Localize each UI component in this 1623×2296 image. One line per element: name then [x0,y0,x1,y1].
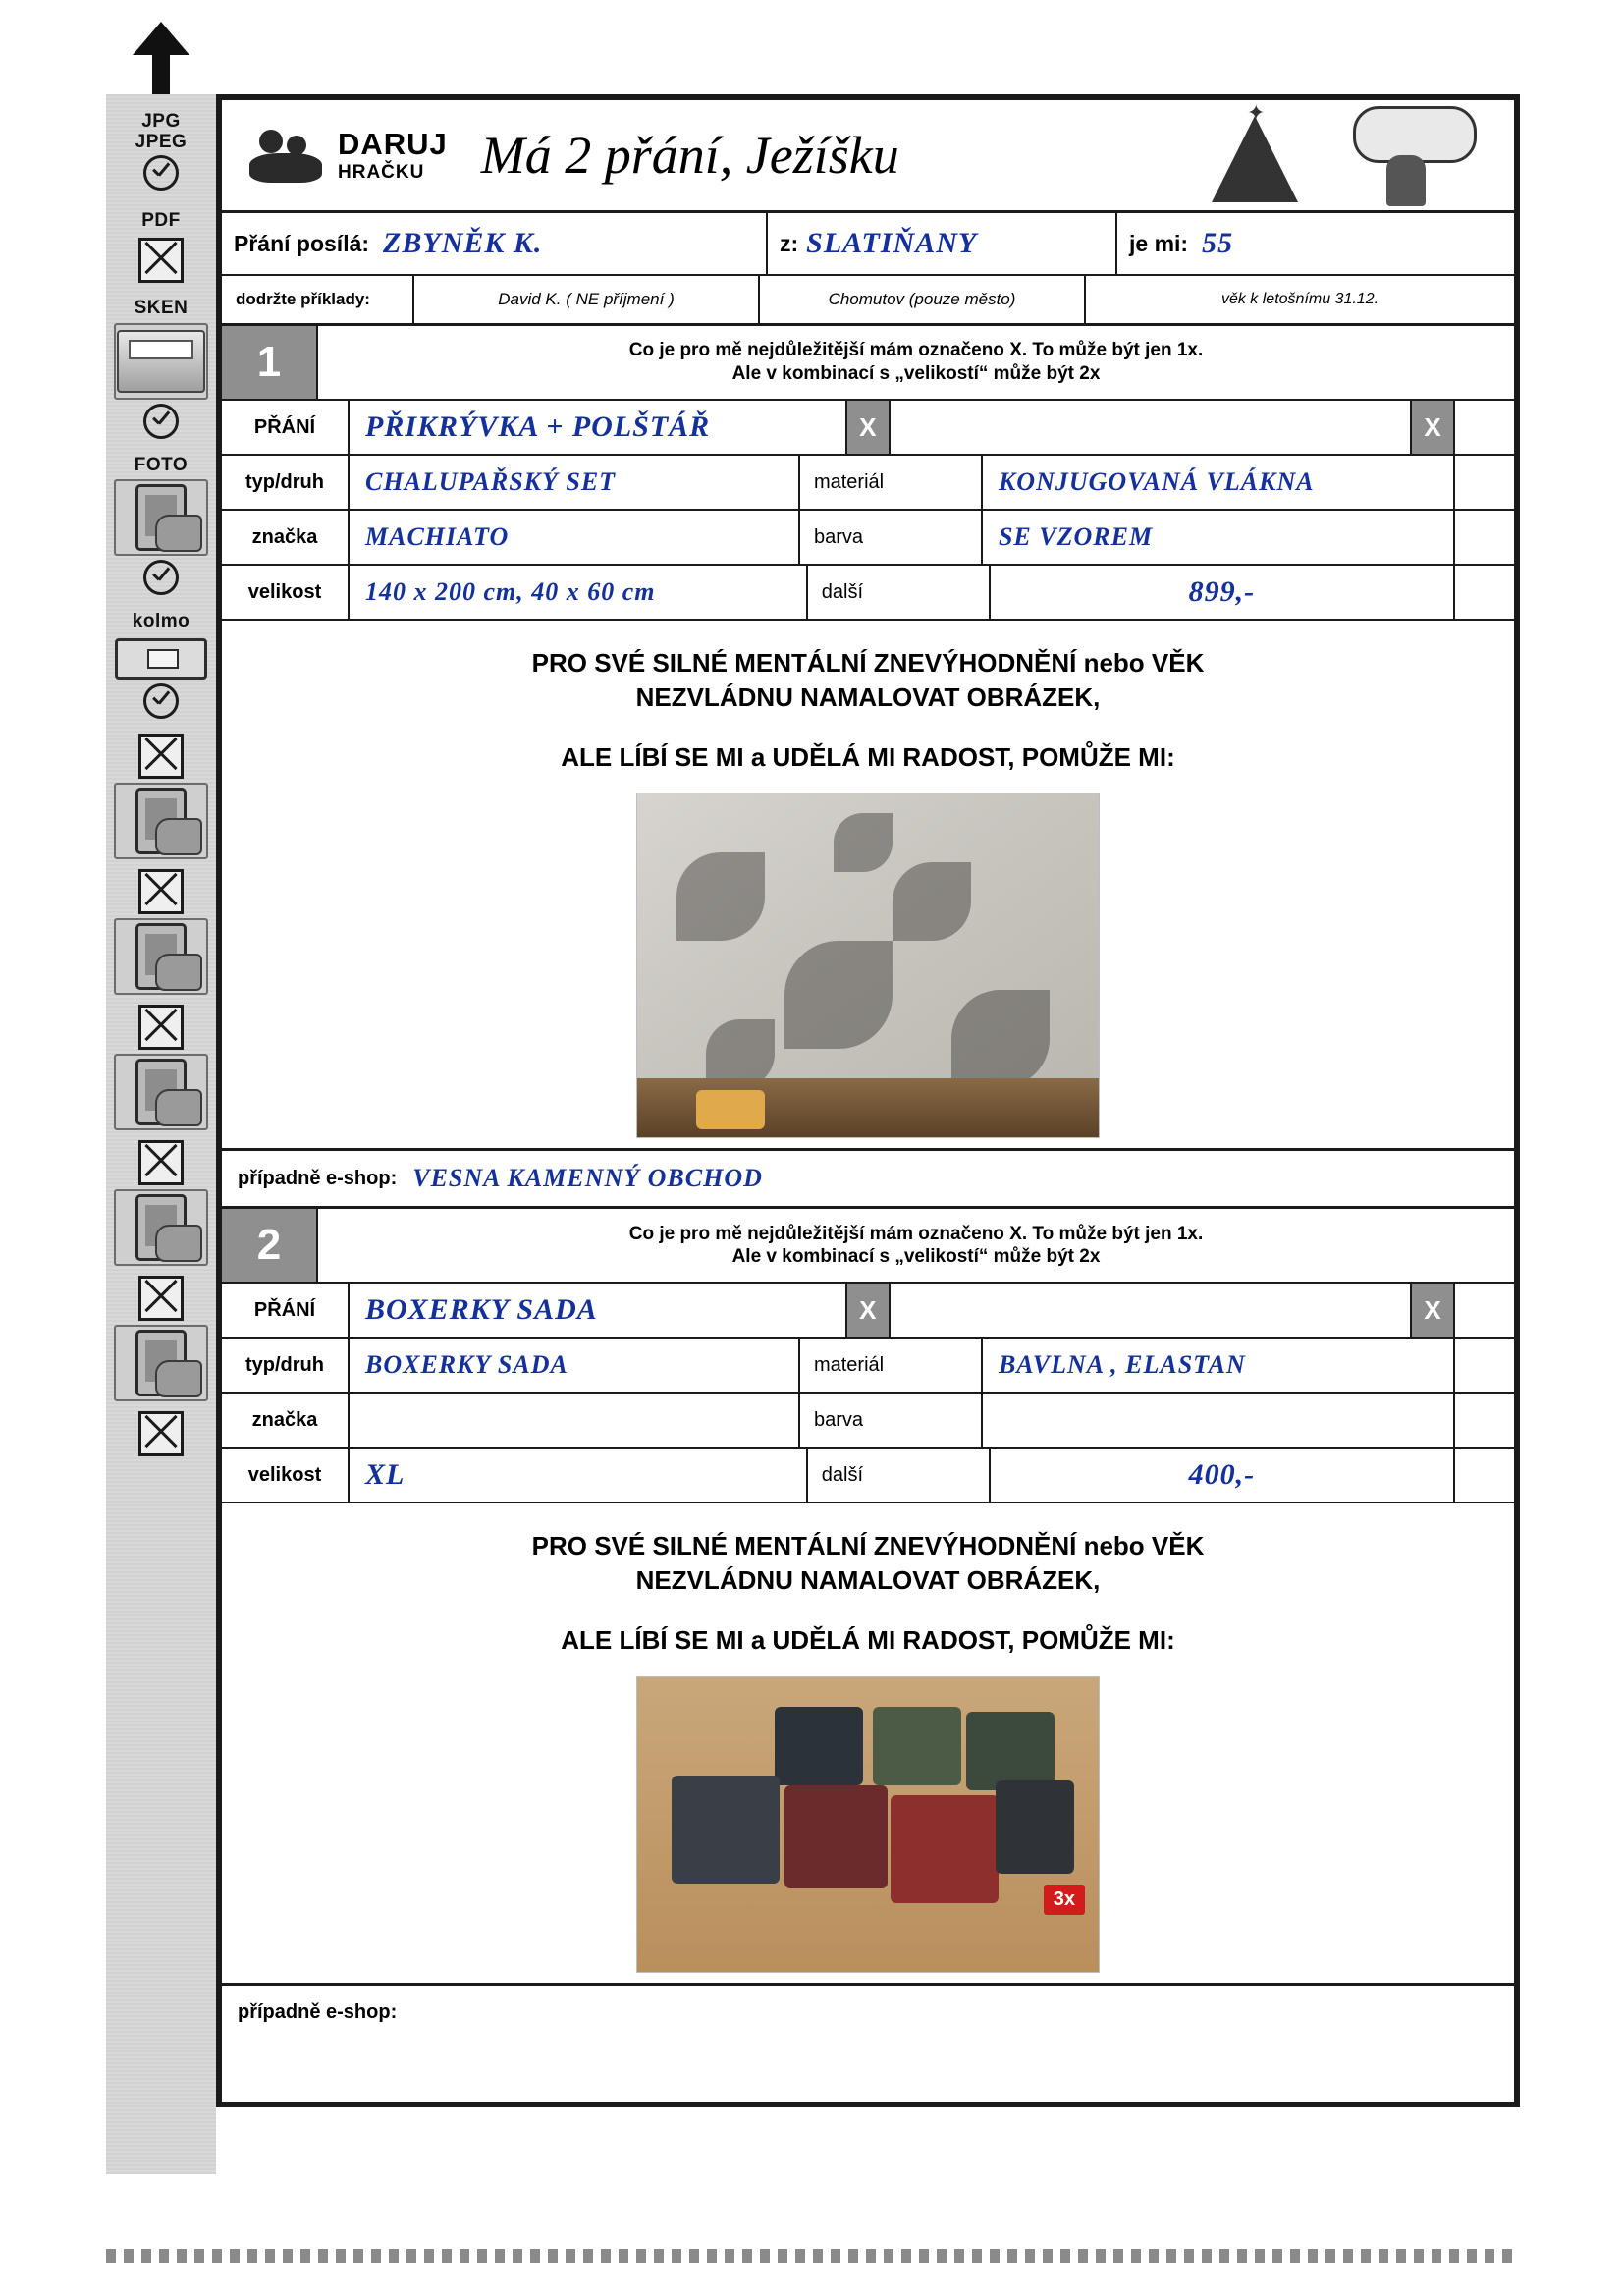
example-age: věk k letošnímu 31.12. [1220,291,1380,307]
strip-item-jpg [135,112,188,195]
gift-illustration-icon [243,124,328,187]
color-label: barva [800,1394,983,1447]
page-title: Má 2 přání, Ježíšku [480,126,899,185]
other-value[interactable] [991,566,1455,619]
wish-right-empty[interactable] [891,1284,1412,1337]
x-mark-icon [138,1140,184,1185]
section-2-eshop-row[interactable] [222,1983,1514,2041]
section-1-brand-row [222,511,1514,566]
phone-photo-icon [114,918,208,995]
strip-item-foto [114,456,208,601]
sender-name-label: Přání posílá: [234,230,370,256]
section-1-eshop-row[interactable] [222,1148,1514,1209]
type-value[interactable] [350,456,800,509]
sender-age-cell[interactable] [1117,213,1514,274]
x-mark-icon [138,238,184,283]
wish-right-empty[interactable] [891,401,1412,454]
size-label: velikost [222,1449,350,1502]
section-1-note-line1: Co je pro mě nejdůležitější mám označeno X. To může být jen 1x. [628,340,1204,361]
level-icon [115,638,207,680]
row-end-spacer [1455,511,1514,564]
type-value-text: BOXERKY SADA [365,1350,568,1380]
x-mark-icon [138,734,184,779]
brand-value-text: MACHIATO [365,522,510,551]
wish-x-mark[interactable]: X [847,1284,891,1337]
strip-item-kolmo [115,612,207,724]
wish-value-text: PŘIKRÝVKA + POLŠTÁŘ [365,410,711,443]
sender-age-label: je mi: [1129,230,1189,256]
brand-value[interactable] [350,1394,800,1447]
section-1-number: 1 [222,326,318,399]
section-1-promo [222,621,1514,1148]
section-1-size-row [222,566,1514,621]
type-label: typ/druh [222,1339,350,1392]
strip-item-sken [114,299,208,444]
up-arrow-icon [133,22,189,94]
brand-label: značka [222,511,350,564]
examples-label: dodržte příklady: [222,276,414,323]
size-label: velikost [222,566,350,619]
instruction-strip [106,94,216,2174]
strip-label-jpg: JPG [141,111,181,132]
wish-value[interactable] [350,401,847,454]
examples-row [222,276,1514,326]
sender-city-value: SLATIŇANY [806,227,978,259]
wish-label: PŘÁNÍ [222,1284,350,1337]
promo-line-3: ALE LÍBÍ SE MI a UDĚLÁ MI RADOST, POMŮŽE MI: [561,1625,1175,1656]
strip-label-pdf: PDF [141,209,181,231]
sender-name-value: ZBYNĚK K. [383,227,543,259]
phone-photo-icon [114,783,208,859]
phone-photo-icon [114,479,208,556]
material-label: materiál [800,1339,983,1392]
material-value[interactable] [983,456,1455,509]
example-name: David K. ( NE příjmení ) [414,276,760,323]
photo-badge: 3x [1044,1885,1085,1915]
section-2-note [318,1209,1514,1282]
other-label: další [808,566,991,619]
phone-photo-icon [114,1054,208,1130]
size-value-text: 140 x 200 cm, 40 x 60 cm [365,577,656,606]
sender-age-value: 55 [1202,227,1234,259]
size-value[interactable] [350,1449,808,1502]
check-icon [143,683,179,719]
color-value[interactable] [983,511,1455,564]
section-2-product-photo [636,1676,1100,1973]
wish-right-x-mark[interactable]: X [1412,401,1455,454]
form-header [222,100,1514,213]
phone-photo-icon [114,1189,208,1266]
sender-name-cell[interactable] [222,213,768,274]
phone-photo-icon [114,1325,208,1401]
color-value-text: SE VZOREM [998,522,1154,551]
section-2-note-line1: Co je pro mě nejdůležitější mám označeno X. To může být jen 1x. [628,1223,1204,1244]
wish-right-x-mark[interactable]: X [1412,1284,1455,1337]
sender-city-cell[interactable] [768,213,1117,274]
type-value[interactable] [350,1339,800,1392]
size-value-text: XL [365,1458,406,1492]
daruj-hracku-logo [222,124,448,187]
eshop-label: případně e-shop: [238,1167,398,1189]
row-end-spacer [1455,566,1514,619]
strip-label-sken: SKEN [134,297,189,318]
x-mark-icon [138,1005,184,1050]
wish-label: PŘÁNÍ [222,401,350,454]
other-value-text: 400,- [1188,1458,1256,1492]
section-2-brand-row [222,1394,1514,1449]
strip-label-foto: FOTO [134,454,189,475]
row-end-spacer [1455,1284,1514,1337]
x-mark-icon [138,1276,184,1321]
promo-line-2: NEZVLÁDNU NAMALOVAT OBRÁZEK, [635,1565,1101,1596]
type-label: typ/druh [222,456,350,509]
brand-label: značka [222,1394,350,1447]
section-1-note-line2: Ale v kombinací s „velikostí“ může být 2x [731,363,1101,384]
color-value[interactable] [983,1394,1455,1447]
x-mark-icon [138,869,184,914]
material-value-text: KONJUGOVANÁ VLÁKNA [998,467,1315,496]
strip-label-kolmo: kolmo [132,611,190,632]
section-2-number: 2 [222,1209,318,1282]
wish-value[interactable] [350,1284,847,1337]
check-icon [143,155,179,191]
check-icon [143,560,179,595]
row-end-spacer [1455,401,1514,454]
promo-line-1: PRO SVÉ SILNÉ MENTÁLNÍ ZNEVÝHODNĚNÍ nebo VĚK [531,1531,1205,1561]
row-end-spacer [1455,1394,1514,1447]
row-end-spacer [1455,1449,1514,1502]
example-city: Chomutov (pouze město) [760,276,1086,323]
strip-item-pdf [138,211,184,283]
section-1-wish-row [222,401,1514,456]
check-icon [143,404,179,439]
row-end-spacer [1455,1339,1514,1392]
christmas-tree-illustration: ✦ [1190,102,1485,208]
other-value[interactable] [991,1449,1455,1502]
promo-line-1: PRO SVÉ SILNÉ MENTÁLNÍ ZNEVÝHODNĚNÍ nebo VĚK [531,648,1205,678]
section-2-size-row [222,1449,1514,1503]
section-2-header [222,1209,1514,1284]
eshop-value: VESNA KAMENNÝ OBCHOD [412,1164,763,1193]
section-1-header [222,326,1514,401]
material-label: materiál [800,456,983,509]
promo-line-2: NEZVLÁDNU NAMALOVAT OBRÁZEK, [635,683,1101,713]
scanner-icon [114,323,208,400]
section-1-type-row [222,456,1514,511]
other-label: další [808,1449,991,1502]
section-2-wish-row [222,1284,1514,1339]
material-value[interactable] [983,1339,1455,1392]
wish-x-mark[interactable]: X [847,401,891,454]
brand-line-1: DARUJ [338,127,448,161]
section-1-product-photo [636,793,1100,1138]
section-1-note [318,326,1514,399]
strip-label-jpeg: JPEG [135,131,188,152]
page-footer-strip [106,2249,1520,2263]
type-value-text: CHALUPAŘSKÝ SET [365,467,617,496]
size-value[interactable] [350,566,808,619]
section-2-note-line2: Ale v kombinací s „velikostí“ může být 2x [731,1246,1101,1268]
section-2-type-row [222,1339,1514,1394]
brand-line-2: HRAČKU [338,162,425,183]
row-end-spacer [1455,456,1514,509]
sender-city-label: z: [780,230,799,256]
sender-row [222,213,1514,276]
color-label: barva [800,511,983,564]
other-value-text: 899,- [1188,575,1256,608]
wish-form [216,94,1520,2107]
material-value-text: BAVLNA , ELASTAN [998,1350,1246,1380]
wish-value-text: BOXERKY SADA [365,1293,598,1327]
brand-value[interactable] [350,511,800,564]
promo-line-3: ALE LÍBÍ SE MI a UDĚLÁ MI RADOST, POMŮŽE MI: [561,742,1175,773]
x-mark-icon [138,1411,184,1456]
eshop-label: případně e-shop: [238,2001,398,2024]
section-2-promo [222,1503,1514,1982]
